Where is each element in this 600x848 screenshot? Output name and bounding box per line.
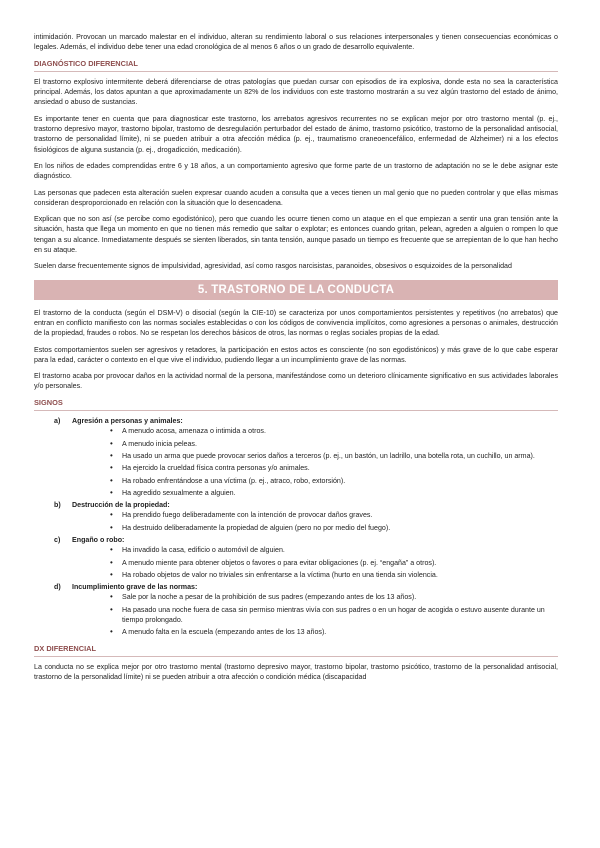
sign-items	[72, 545, 558, 580]
sign-title: Agresión a personas y animales:	[72, 417, 183, 426]
sign-group	[34, 582, 558, 637]
paragraph-dx-4: Las personas que padecen esta alteración suelen expresar cuando acuden a consulta que a veces tienen un mal genio que no pueden controlar y que ellas mismas consideran desproporcionado en relación con la situación que lo desencadena.	[34, 188, 558, 207]
sign-items	[72, 592, 558, 637]
bullet-icon: •	[110, 510, 113, 520]
bullet-icon: •	[110, 522, 113, 532]
sign-items	[72, 510, 558, 533]
paragraph-tc-3: El trastorno acaba por provocar daños en la actividad normal de la persona, manifestándose como un deterioro clínicamente significativo en sus actividades laborales y/o personales.	[34, 372, 558, 391]
bullet-icon: •	[110, 569, 113, 579]
bullet-icon: •	[110, 545, 113, 555]
bullet-icon: •	[110, 627, 113, 637]
paragraph-final: La conducta no se explica mejor por otro trastorno mental (trastorno depresivo mayor, trastorno bipolar, trastorno psicótico, trastorno de la personalidad antisocial, trastorno de la personalidad límite) ni se pueden atribuir a otra afección o condición médica (discapacidad	[34, 662, 558, 682]
sign-group	[34, 500, 558, 533]
paragraph-tc-2: Estos comportamientos suelen ser agresivos y retadores, la participación en estos actos es consciente (no son egodistónicos) y más grave de lo que cabe esperar para la edad, carácter o contexto en el que vive el individuo, pudiendo llegar a un incumplimiento grave de las normas.	[34, 345, 558, 364]
sign-item: • Ha destruido deliberadamente la propiedad de alguien (pero no por medio del fuego).	[110, 522, 391, 532]
sign-item: • Ha invadido la casa, edificio o automóvil de alguien.	[110, 545, 285, 555]
sign-title: Destrucción de la propiedad:	[72, 501, 170, 510]
sign-item: • Ha usado un arma que puede provocar serios daños a terceros (p. ej., un bastón, un ladrillo, una botella rota, un cuchillo, un arma).	[110, 450, 535, 460]
sign-letter: c)	[54, 535, 61, 544]
heading-diagnostico-diferencial: DIAGNÓSTICO DIFERENCIAL	[34, 59, 558, 72]
sign-title: Incumplimiento grave de las normas:	[72, 583, 198, 592]
sign-item: • A menudo acosa, amenaza o intimida a otros.	[110, 426, 266, 436]
sign-item: • Ha agredido sexualmente a alguien.	[110, 487, 236, 497]
heading-dx-diferencial: DX DIFERENCIAL	[34, 644, 558, 657]
sign-item: • Ha robado objetos de valor no triviales sin enfrentarse a la víctima (hurto en una tienda sin violencia.	[110, 569, 438, 579]
sign-item: • Ha ejercido la crueldad física contra personas y/o animales.	[110, 463, 310, 473]
chapter-title-banner: 5. TRASTORNO DE LA CONDUCTA	[34, 280, 558, 300]
sign-letter: b)	[54, 501, 61, 510]
bullet-icon: •	[110, 487, 113, 497]
sign-group	[34, 535, 558, 580]
sign-title: Engaño o robo:	[72, 535, 125, 544]
bullet-icon: •	[110, 450, 113, 460]
sign-letter: d)	[54, 583, 61, 592]
sign-item: • Ha prendido fuego deliberadamente con la intención de provocar daños graves.	[110, 510, 373, 520]
sign-item: • Ha pasado una noche fuera de casa sin permiso mientras vivía con sus padres o en un hogar de acogida o estuvo ausente durante un tiempo prolongado.	[110, 604, 545, 625]
sign-item: • A menudo inicia peleas.	[110, 438, 197, 448]
bullet-icon: •	[110, 557, 113, 567]
heading-signos: SIGNOS	[34, 398, 558, 411]
sign-item: • Ha robado enfrentándose a una víctima (p. ej., atraco, robo, extorsión).	[110, 475, 346, 485]
bullet-icon: •	[110, 426, 113, 436]
sign-items	[72, 426, 558, 498]
sign-group	[34, 416, 558, 498]
paragraph-intro: intimidación. Provocan un marcado malestar en el individuo, alteran su rendimiento laboral o sus relaciones interpersonales y tienen consecuencias económicas o legales. Además, el individuo debe tener una edad cronológica de al menos 6 años o un grado de desarrollo equivalente.	[34, 33, 558, 52]
paragraph-dx-6: Suelen darse frecuentemente signos de impulsividad, agresividad, así como rasgos narcisistas, paranoides, obsesivos o esquizoides de la personalidad	[34, 262, 512, 271]
sign-item: • Sale por la noche a pesar de la prohibición de sus padres (empezando antes de los 13 años).	[110, 592, 417, 602]
signs-list	[34, 416, 558, 638]
bullet-icon: •	[110, 604, 113, 614]
sign-item: • A menudo falta en la escuela (empezando antes de los 13 años).	[110, 627, 327, 637]
paragraph-tc-1: El trastorno de la conducta (según el DSM-V) o disocial (según la CIE-10) se caracteriza por unos comportamientos persistentes y repetitivos (no arrebatos) que entran en conflicto manifiesto con las normas sociales establecidas o con los códigos de convivencia implícitos, como agresiones a personas o animales, destrucción de la propiedad, fraudes o robos. No se respetan los derechos básicos de otros, las normas o reglas sociales propias de la edad.	[34, 308, 558, 338]
paragraph-dx-3: En los niños de edades comprendidas entre 6 y 18 años, a un comportamiento agresivo que forme parte de un trastorno de adaptación no se le debe asignar este diagnóstico.	[34, 161, 558, 181]
paragraph-dx-1: El trastorno explosivo intermitente deberá diferenciarse de otras patologías que puedan cursar con episodios de ira explosiva, donde esta no sea la característica principal. Además, los datos apuntan a que aproximadamente un 82% de los individuos con este trastorno mostrarán a su vez algún trastorno del estado de ánimo, ansiedad o abuso de sustancias.	[34, 77, 558, 107]
sign-item: • A menudo miente para obtener objetos o favores o para evitar obligaciones (p. ej. “engaña” a otros).	[110, 557, 437, 567]
bullet-icon: •	[110, 438, 113, 448]
paragraph-dx-2: Es importante tener en cuenta que para diagnosticar este trastorno, los arrebatos agresivos recurrentes no se explican mejor por otro trastorno mental (p. ej., trastorno depresivo mayor, trastorno bipolar, trastorno de desregulación perturbador del estado de ánimo, trastorno psicótico, trastorno de la personalidad antisocial, trastorno de personalidad límite), ni se pueden atribuir a otra afección médica (p. ej., traumatismo craneoencefálico, enfermedad de Alzheimer) ni a los efectos fisiológicos de alguna sustancia (p. ej., drogadicción, medicación).	[34, 114, 558, 154]
paragraph-dx-5: Explican que no son así (se percibe como egodistónico), pero que cuando les ocurre tienen como un ataque en el que empiezan a sentir una gran tensión ante la situación, hasta que llega un momento en que no tienen más remedio que saltar o explotar; es entonces cuando gritan, pelean, agreden a alguien o rompen lo que tengan a su alcance. Inmediatamente después se sienten liberados, sin tanta tensión, aunque pasado un tiempo es frecuente que se arrepientan de lo que han hecho en su ataque.	[34, 215, 558, 255]
sign-letter: a)	[54, 417, 61, 426]
bullet-icon: •	[110, 592, 113, 602]
bullet-icon: •	[110, 463, 113, 473]
bullet-icon: •	[110, 475, 113, 485]
